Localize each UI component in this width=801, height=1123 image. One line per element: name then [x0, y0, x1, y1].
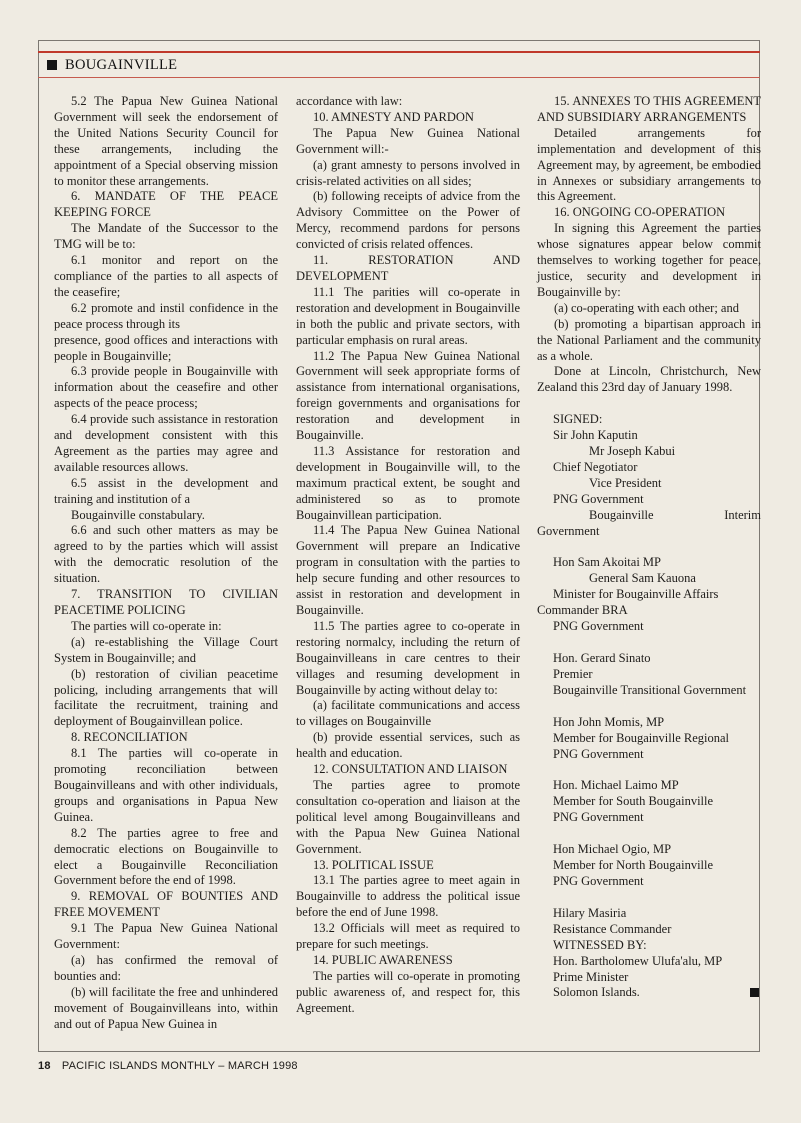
header-underline [38, 77, 760, 78]
section-header [47, 55, 177, 75]
paragraph: (a) facilitate communications and access to villages on Bougainville [296, 698, 520, 729]
signatory-title: Commander BRA [537, 603, 628, 618]
signatory-org: Government [537, 523, 600, 538]
paragraph: 13.2 Officials will meet as required to prepare for such meetings. [296, 921, 520, 952]
publication-line: PACIFIC ISLANDS MONTHLY – MARCH 1998 [61, 1060, 298, 1072]
subheading: 12. CONSULTATION AND LIAISON [313, 762, 508, 777]
signatory-name: Hon Michael Ogio, MP [553, 842, 672, 857]
paragraph: 6.3 provide people in Bougainville with information about the ceasefire and other aspects of the peace process; [54, 364, 278, 411]
witnessed-label: WITNESSED BY: [553, 937, 647, 952]
paragraph: 6.6 and such other matters as may be agreed to by the parties which will assist with the democratic resolution of the situation. [54, 523, 278, 586]
header-rule [38, 51, 760, 53]
signatory-title: Member for Bougainville Regional [553, 730, 730, 745]
paragraph: (a) has confirmed the removal of bounties and: [54, 952, 278, 983]
paragraph: 9.1 The Papua New Guinea National Government: [54, 921, 278, 952]
subheading: 14. PUBLIC AWARENESS [313, 952, 453, 967]
paragraph: The parties will co-operate in: [71, 618, 222, 633]
subheading: 11. RESTORATION AND DEVELOPMENT [296, 253, 520, 283]
signatory-org: PNG Government [553, 746, 644, 761]
paragraph: 6.2 promote and instil confidence in the peace process through its [54, 300, 278, 331]
paragraph: (b) restoration of civilian peacetime policing, including arrangements that will facilitate the recruitment, training and deployment of Bougainvillean police. [54, 666, 278, 729]
square-bullet-icon [47, 60, 57, 70]
signatory-org: Bougainville [589, 507, 654, 522]
signatory-name: Hon John Momis, MP [553, 714, 665, 729]
paragraph: The Mandate of the Successor to the TMG will be to: [54, 221, 278, 252]
paragraph: (b) will facilitate the free and unhindered movement of Bougainvilleans into, within and out of Papua New Guinea in [54, 984, 278, 1031]
paragraph: The parties will co-operate in promoting public awareness of, and respect for, this Agreement. [296, 968, 520, 1015]
signatory-name: Hon Sam Akoitai MP [553, 555, 661, 570]
paragraph: (a) co-operating with each other; and [554, 300, 739, 315]
signatory-title: Resistance Commander [553, 921, 672, 936]
paragraph: In signing this Agreement the parties whose signatures appear below commit themselves to working together for peace, justice, security and development in Bougainville by: [537, 221, 761, 299]
subheading: 16. ONGOING CO-OPERATION [554, 205, 726, 220]
signatory-title: Prime Minister [553, 969, 629, 984]
paragraph: 8.2 The parties agree to free and democratic elections on Bougainville to elect a Bougainville Reconciliation Government before the end of 1998. [54, 825, 278, 888]
paragraph: (a) grant amnesty to persons involved in crisis-related activities on all sides; [296, 157, 520, 188]
signatory-name: Hon. Michael Laimo MP [553, 778, 679, 793]
signatory-title: Vice President [589, 475, 662, 490]
signatory-org: PNG Government [553, 491, 644, 506]
subheading: 6. MANDATE OF THE PEACE KEEPING FORCE [54, 189, 278, 220]
section-title: BOUGAINVILLE [65, 56, 178, 73]
signatory-org: PNG Government [553, 619, 644, 634]
signatory-title: Premier [553, 666, 593, 681]
signatory-title: Minister for Bougainville Affairs [553, 587, 719, 602]
signatory-name: Mr Joseph Kabui [589, 444, 676, 459]
paragraph: 6.1 monitor and report on the compliance of the parties to all aspects of the ceasefire; [54, 253, 278, 299]
signatory-name: Hilary Masiria [553, 905, 627, 920]
signatory-org [537, 985, 761, 1001]
signatory-title: Member for North Bougainville [553, 858, 714, 873]
signatory-country: Solomon Islands. [553, 985, 640, 1000]
signatory-title: Member for South Bougainville [553, 794, 714, 809]
paragraph: 8.1 The parties will co-operate in promoting reconciliation between Bougainvilleans and with other individuals, groups and organisations in Papua New Guinea. [54, 746, 278, 824]
subheading: 7. TRANSITION TO CIVILIAN PEACETIME POLICING [54, 587, 278, 617]
paragraph: presence, good offices and interactions with people in Bougainville; [54, 332, 278, 363]
paragraph: The Papua New Guinea National Government will:- [296, 125, 520, 156]
paragraph: 11.5 The parties agree to co-operate in restoring normalcy, including the return of Bougainvilleans in care centres to their villages and resuming development in Bougainville by acting without delay to: [296, 618, 520, 697]
paragraph: 11.1 The parities will co-operate in restoration and development in Bougainville in both the public and private sectors, with particular emphasis on rural areas. [296, 284, 520, 347]
signatory-org: Interim [724, 507, 761, 522]
signatory-name: General Sam Kauona [589, 571, 696, 586]
subheading: 10. AMNESTY AND PARDON [313, 109, 474, 124]
done-at: Done at Lincoln, Christchurch, New Zealand this 23rd day of January 1998. [537, 364, 761, 395]
paragraph: 6.5 assist in the development and training and institution of a [54, 475, 278, 506]
subheading: 13. POLITICAL ISSUE [313, 857, 434, 872]
signatory-org: Bougainville Transitional Government [553, 682, 747, 697]
paragraph: (b) following receipts of advice from the Advisory Committee on the Power of Mercy, recommend pardons for persons convicted of crisis related offences. [296, 189, 520, 252]
paragraph: 13.1 The parties agree to meet again in Bougainville to address the political issue before the end of June 1998. [296, 873, 520, 920]
page-footer [38, 1060, 298, 1072]
paragraph: (b) promoting a bipartisan approach in the National Parliament and the community as a whole. [537, 316, 761, 363]
paragraph: 11.2 The Papua New Guinea National Government will seek appropriate forms of assistance from international organisations, foreign governments and organisations for restoration and development in Bougainville. [296, 348, 520, 443]
signature-block [537, 412, 761, 1001]
column-right [537, 94, 761, 1001]
paragraph: accordance with law: [296, 94, 403, 108]
subheading: 8. RECONCILIATION [71, 730, 188, 745]
column-left [54, 94, 278, 1032]
paragraph: (b) provide essential services, such as health and education. [296, 730, 520, 761]
paragraph: 5.2 The Papua New Guinea National Government will seek the endorsement of the United Nations Security Council for these arrangements, including the appointment of a Special observing mission to monitor these arrangements. [54, 94, 278, 188]
signatory-name: Hon. Gerard Sinato [553, 651, 651, 665]
subheading: 15. ANNEXES TO THIS AGREEMENT AND SUBSIDIARY ARRANGEMENTS [537, 94, 761, 124]
page-number: 18 [38, 1060, 51, 1072]
subheading: 9. REMOVAL OF BOUNTIES AND FREE MOVEMENT [54, 889, 278, 920]
end-of-article-icon [750, 988, 759, 997]
signatory-org: PNG Government [553, 810, 644, 825]
signatory-org: PNG Government [553, 873, 644, 888]
signatory-name: Sir John Kaputin [553, 428, 638, 443]
paragraph: Bougainville constabulary. [71, 507, 205, 522]
paragraph: Detailed arrangements for implementation and development of this Agreement may, by agreement, be embodied in Annexes or subsidiary arrangements to this Agreement. [537, 125, 761, 204]
signatory-title: Chief Negotiator [553, 459, 638, 474]
signatory-name: Hon. Bartholomew Ulufa'alu, MP [553, 953, 723, 968]
paragraph: (a) re-establishing the Village Court System in Bougainville; and [54, 634, 278, 665]
signed-label: SIGNED: [553, 412, 603, 427]
paragraph: The parties agree to promote consultation co-operation and liaison at the political level among Bougainvilleans and with the Papua New Guinea National Government. [296, 777, 520, 856]
paragraph: 6.4 provide such assistance in restoration and development consistent with this Agreement as the parties may agree and available resources allows. [54, 412, 278, 474]
column-middle [296, 94, 520, 1017]
paragraph: 11.4 The Papua New Guinea National Government will prepare an Indicative program in consultation with the parties to help secure funding and other resources to assist in restoration and development in Bougainville. [296, 523, 520, 617]
paragraph: 11.3 Assistance for restoration and development in Bougainville will, to the maximum practical extent, be sought and administered so as to promote Bougainvillean participation. [296, 443, 520, 522]
